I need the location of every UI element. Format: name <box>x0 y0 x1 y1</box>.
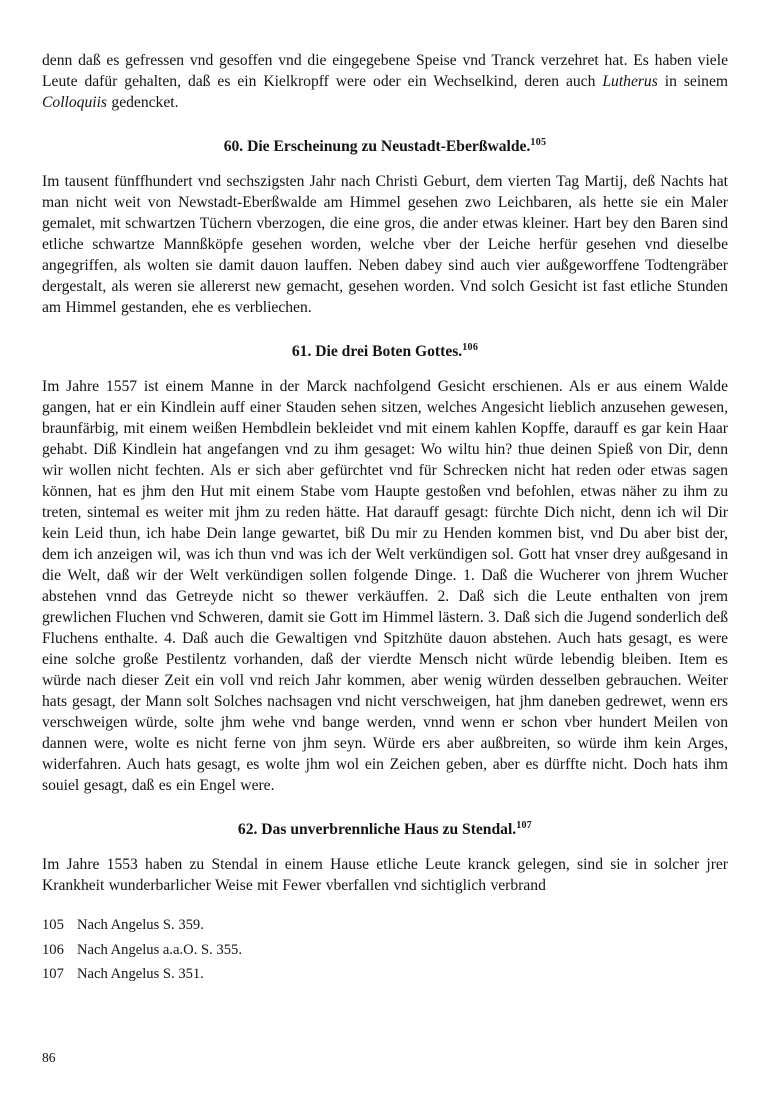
footnotes-block <box>42 915 728 985</box>
intro-italic-colloquiis: Colloquiis <box>42 94 107 111</box>
section-heading-62-text: 62. Das unverbrennliche Haus zu Stendal. <box>237 821 517 838</box>
section-body-61: Im Jahre 1557 ist einem Manne in der Marck nachfolgend Gesicht erschienen. Als er aus einem Walde gangen, hat er ein Kindlein auff einer Stauden sehen sitzen, welches Angesicht lieblich anzusehen gewesen, braunfärbig, mit einem weißen Hembdlein bekleidet vnd mit einem kahlen Kopffe, darauff es gar kein Haar gehabt. Diß Kindlein hat angefangen vnd zu ihm gesaget: Wo wiltu hin? thue deinen Spieß von Dir, denn wir wollen nicht fechten. Als er sich aber gefürchtet vnd für Schrecken nicht hat reden oder etwas sagen können, hat es jhm den Hut mit einem Stabe vom Haupte gestoßen vnd befohlen, etwas näher zu ihm zu treten, sintemal es weiter mit jhm zu reden hätte. Hat darauff gesagt: fürchte Dich nicht, denn ich wil Dir kein Leid thun, ich habe Dein lange gewartet, biß Du mir zu Henden kommen bist, vnd Du aber bist der, dem ich anzeigen wil, was ich thun vnd was ich der Welt verkündigen sol. Gott hat vnser drey außgesand in die Welt, daß wir der Welt verkündigen sollen folgende Dinge. 1. Daß die Wucherer von jhrem Wucher abstehen vnnd das Getreyde nicht so thewer verkäuffen. 2. Daß sich die Leute enthalten von jrem grewlichen Fluchen vnd Schweren, damit sie Gott im Himmel lästern. 3. Daß sich die Jugend sonderlich deß Fluchens enthalte. 4. Daß auch die Gewaltigen vnd Spitzhüte dauon abstehen. Auch hats gesagt, es were eine solche große Pestilentz vorhanden, daß der vierdte Mensch nicht würde lebendig bleiben. Item es würde nach dieser Zeit ein voll vnd reich Jahr kommen, aber wenig würden desselben gebrauchen. Weiter hats gesagt, der Mann solt Solches nachsagen vnd nicht verschweigen, hat jhm daneben gedrewet, wenn ers verschweigen würde, solte jhm wehe vnd bange werden, vnnd wenn er schon vber hundert Meilen von dannen were, wolte es nicht ferne von jhm seyn. Würde ers aber außbreiten, so würde ihm kein Arges, widerfahren. Auch hats gesagt, es wolte jhm wol ein Zeichen geben, aber es dürffte nicht. Doch hats ihm souiel gesagt, daß es ein Engel were. <box>42 378 728 794</box>
page-number: 86 <box>42 1050 56 1065</box>
intro-text-1: denn daß es gefressen vnd gesoffen vnd die eingegebene Speise vnd Tranck verzehret hat. Es haben viele Leute dafür gehalten, daß es ein Kielkropff were oder ein Wechselkind, deren auch <box>42 52 728 90</box>
section-heading-60 <box>42 136 728 157</box>
footnote-number: 105 <box>42 917 64 933</box>
footnote <box>42 915 728 936</box>
footnote-number: 107 <box>42 966 64 982</box>
intro-text-2: in seinem <box>657 73 728 90</box>
section-heading-62 <box>42 819 728 840</box>
footnote-text: Nach Angelus a.a.O. S. 355. <box>77 941 242 958</box>
footnote-text: Nach Angelus S. 359. <box>77 917 204 933</box>
section-body-62: Im Jahre 1553 haben zu Stendal in einem Hause etliche Leute kranck gelegen, sind sie in solcher jrer Krankheit wunderbarlicher Weise mit Fewer vberfallen vnd sichtiglich verbrand <box>42 856 728 894</box>
intro-paragraph <box>42 50 728 113</box>
section-heading-60-text: 60. Die Erscheinung zu Neustadt-Eberßwalde. <box>223 138 531 155</box>
section-heading-61 <box>42 341 728 362</box>
intro-italic-lutherus: Lutherus <box>602 73 658 90</box>
footnote-ref-105: 105 <box>530 136 547 148</box>
footnote-number: 106 <box>42 941 64 958</box>
section-body-60: Im tausent fünffhundert vnd sechszigsten Jahr nach Christi Geburt, dem vierten Tag Martij, deß Nachts hat man nicht weit von Newstadt-Eberßwalde am Himmel gesehen zwo Leichbaren, als hette sie ein Maler gemalet, mit schwartzen Tüchern vberzogen, die eine gros, die ander etwas kleiner. Hart bey den Baren sind etliche schwartze Mannßköpfe gesehen worden, welche vber der Leiche herfür gesehen vnd dieselbe angegriffen, als wolten sie damit dauon lauffen. Neben dabey sind auch vier außgeworffene Todtengräber dergestalt, als weren sie allererst new gemacht, gesehen worden. Vnd solch Gesicht ist fast etliche Stunden am Himmel gestanden, ehe es verbliechen. <box>42 173 728 316</box>
footnote <box>42 964 728 985</box>
intro-text-3: gedencket. <box>107 94 179 111</box>
footnote-text: Nach Angelus S. 351. <box>77 966 204 982</box>
footnote-ref-106: 106 <box>462 341 479 353</box>
footnote-ref-107: 107 <box>516 819 533 831</box>
footnote <box>42 940 728 961</box>
section-heading-61-text: 61. Die drei Boten Gottes. <box>291 343 463 360</box>
